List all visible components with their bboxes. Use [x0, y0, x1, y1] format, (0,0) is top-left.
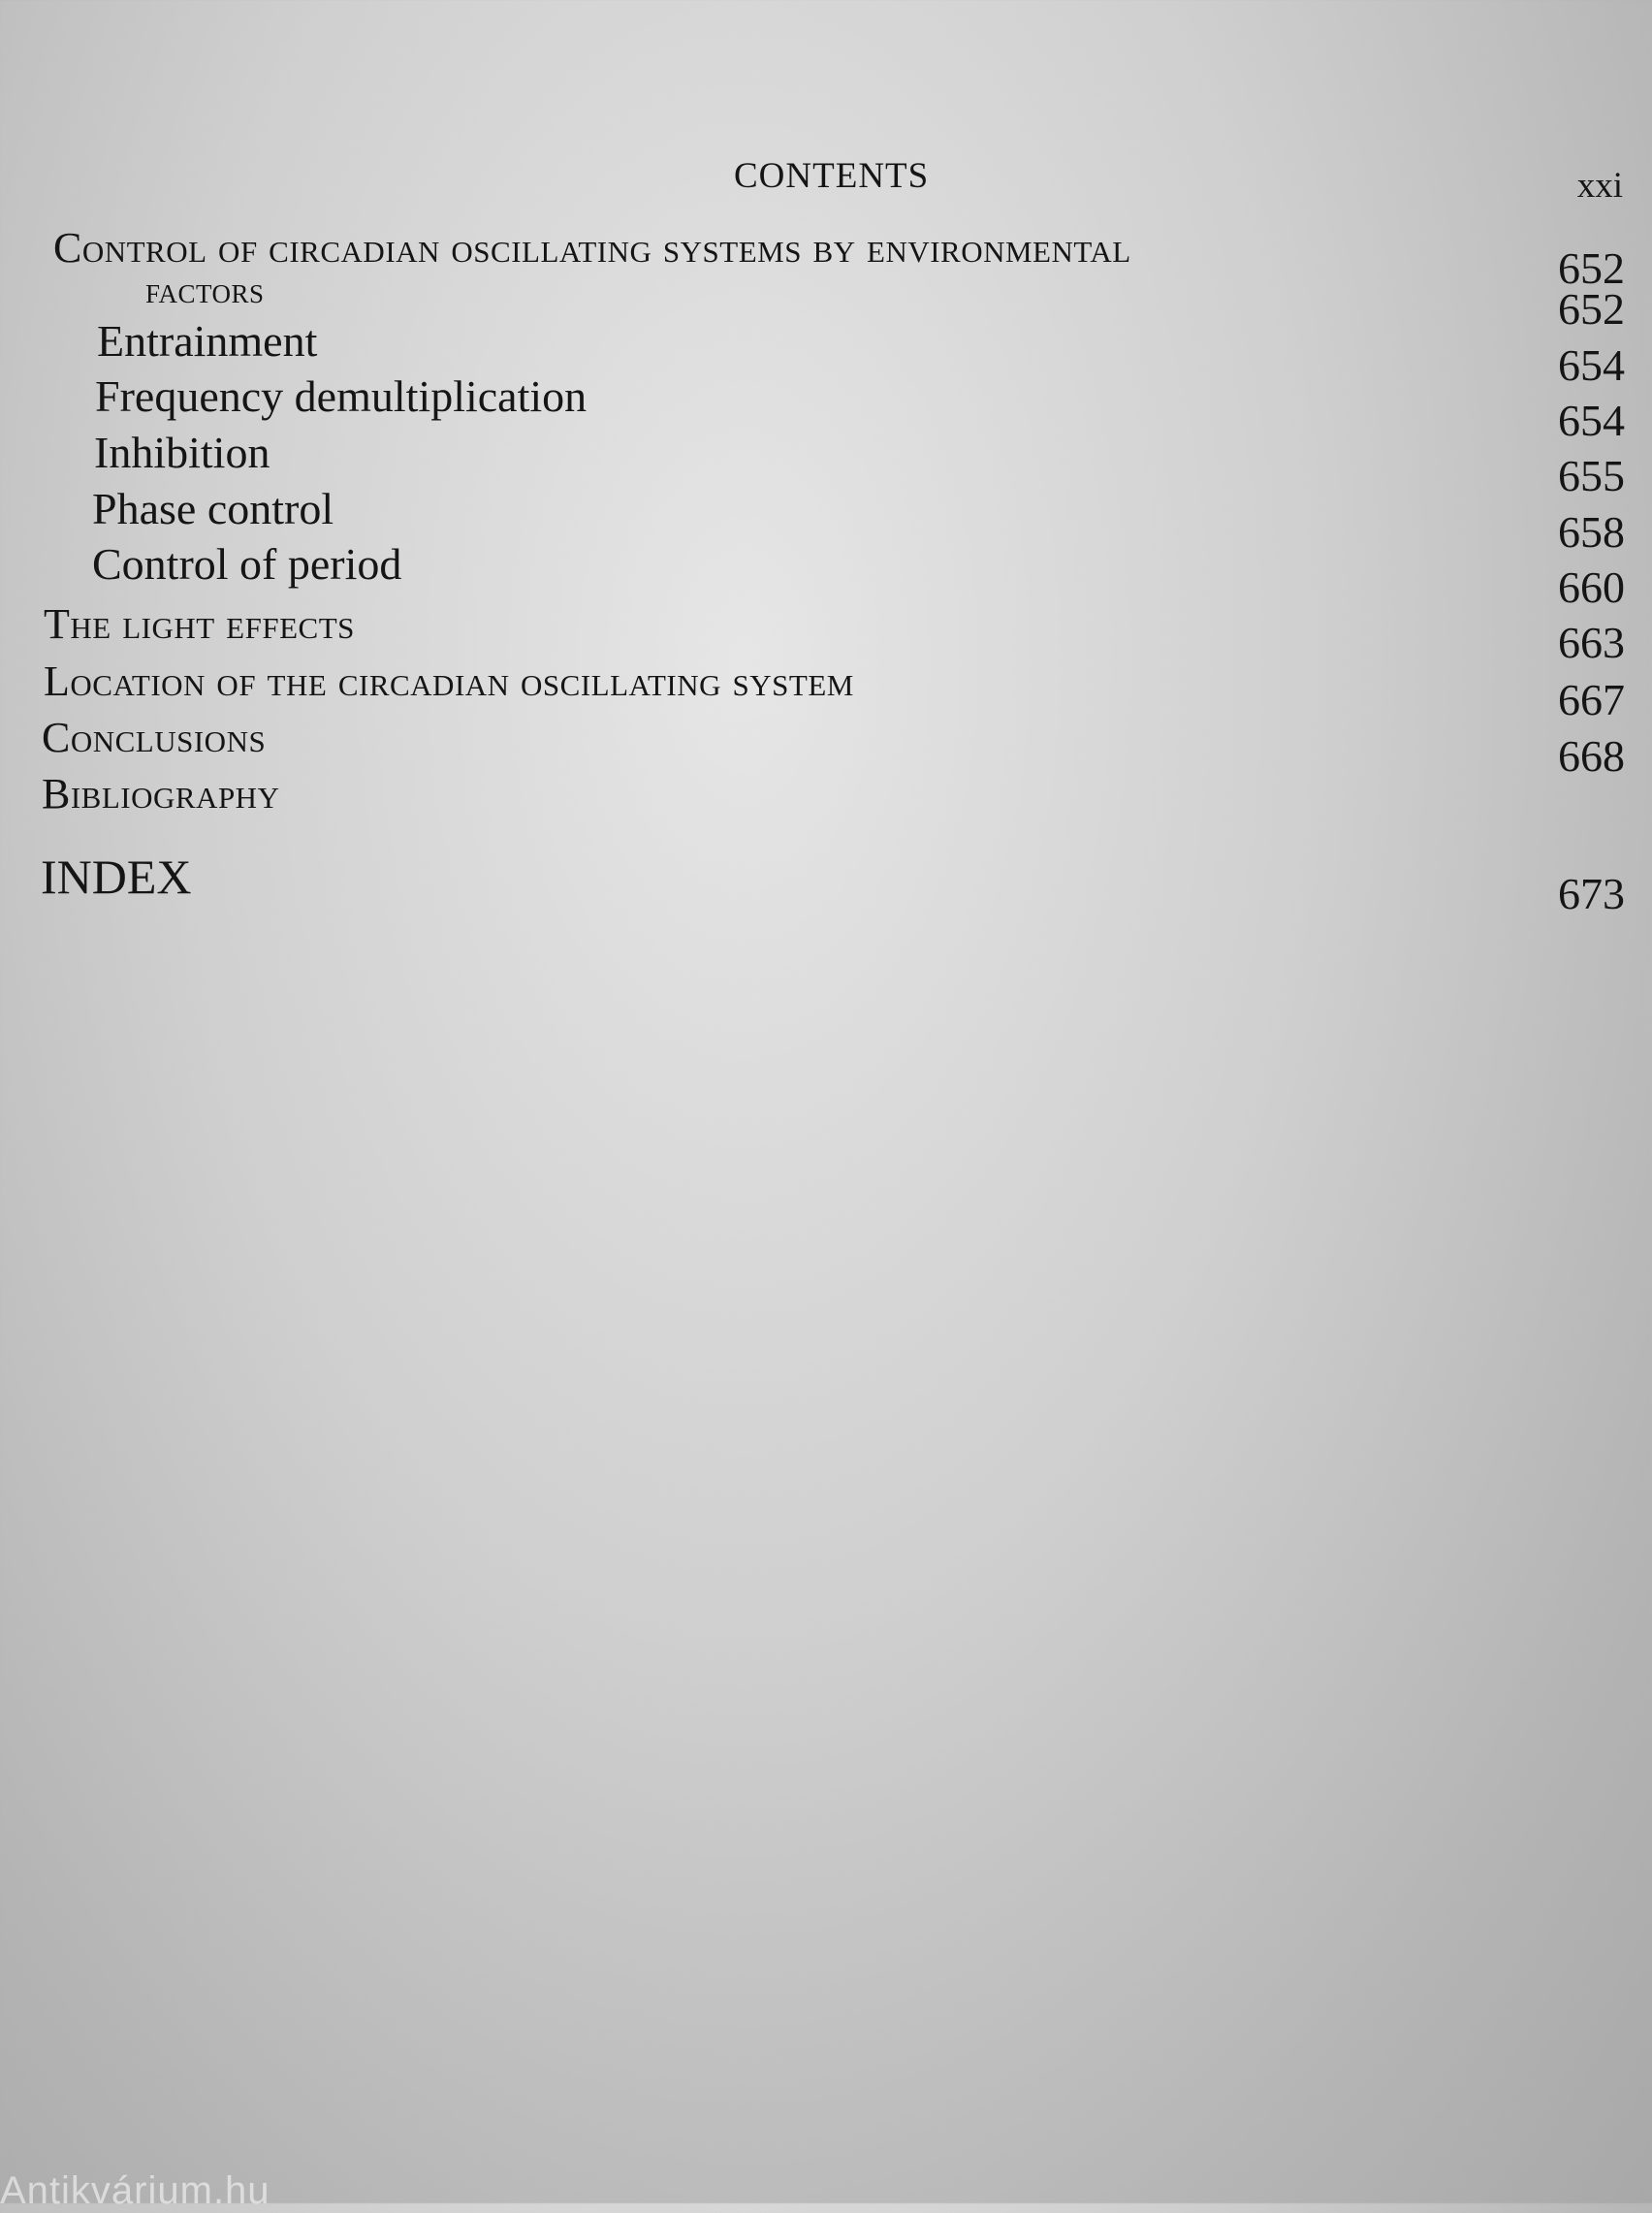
toc-entry-label: Conclusions — [42, 714, 267, 761]
toc-entry — [0, 599, 1652, 667]
toc-entry-label: Control of period — [92, 539, 402, 589]
toc-entry-label: Bibliography — [42, 770, 280, 818]
toc-entry-page: 660 — [1558, 562, 1625, 612]
toc-entry-label: Phase control — [92, 484, 334, 533]
toc-entry-label: Inhibition — [94, 428, 270, 477]
toc-entry — [0, 769, 1652, 823]
toc-entry-label: The light effects — [44, 600, 355, 648]
toc-entry — [0, 538, 1652, 612]
toc-entry-page: 668 — [1558, 731, 1625, 781]
toc-entry-label: Control of circadian oscillating systems by environmental — [53, 224, 1131, 272]
toc-entry-page: 654 — [1558, 340, 1625, 390]
watermark: Antikvárium.hu — [0, 2169, 270, 2212]
toc-entry — [0, 427, 1652, 500]
page-title: CONTENTS — [734, 156, 930, 196]
toc-entry-page: 673 — [1558, 869, 1625, 918]
toc-entry — [0, 483, 1652, 557]
toc-entry-label: INDEX — [41, 850, 192, 904]
toc-entry-page: 654 — [1558, 396, 1625, 445]
toc-entry-page: 658 — [1558, 507, 1625, 557]
toc-entry-page: 655 — [1558, 451, 1625, 500]
page-header — [0, 155, 1652, 204]
toc-entry-page: 667 — [1558, 675, 1625, 724]
toc-entry — [0, 315, 1652, 390]
toc-entry-page: 652 — [1558, 243, 1625, 293]
toc-entry — [0, 657, 1652, 724]
page-number: xxi — [1576, 166, 1623, 206]
toc-entry-label: Location of the circadian oscillating system — [44, 657, 854, 705]
toc-entry — [0, 370, 1652, 445]
toc-entry-label: Entrainment — [97, 316, 318, 366]
toc-entry-index — [0, 849, 1652, 918]
toc-entry — [0, 713, 1652, 781]
toc-entry-label: factors — [145, 271, 265, 311]
toc-entry-page: 652 — [1558, 284, 1625, 334]
toc-entry-label: Frequency demultiplication — [95, 371, 588, 421]
toc-entry-page: 663 — [1558, 618, 1625, 667]
